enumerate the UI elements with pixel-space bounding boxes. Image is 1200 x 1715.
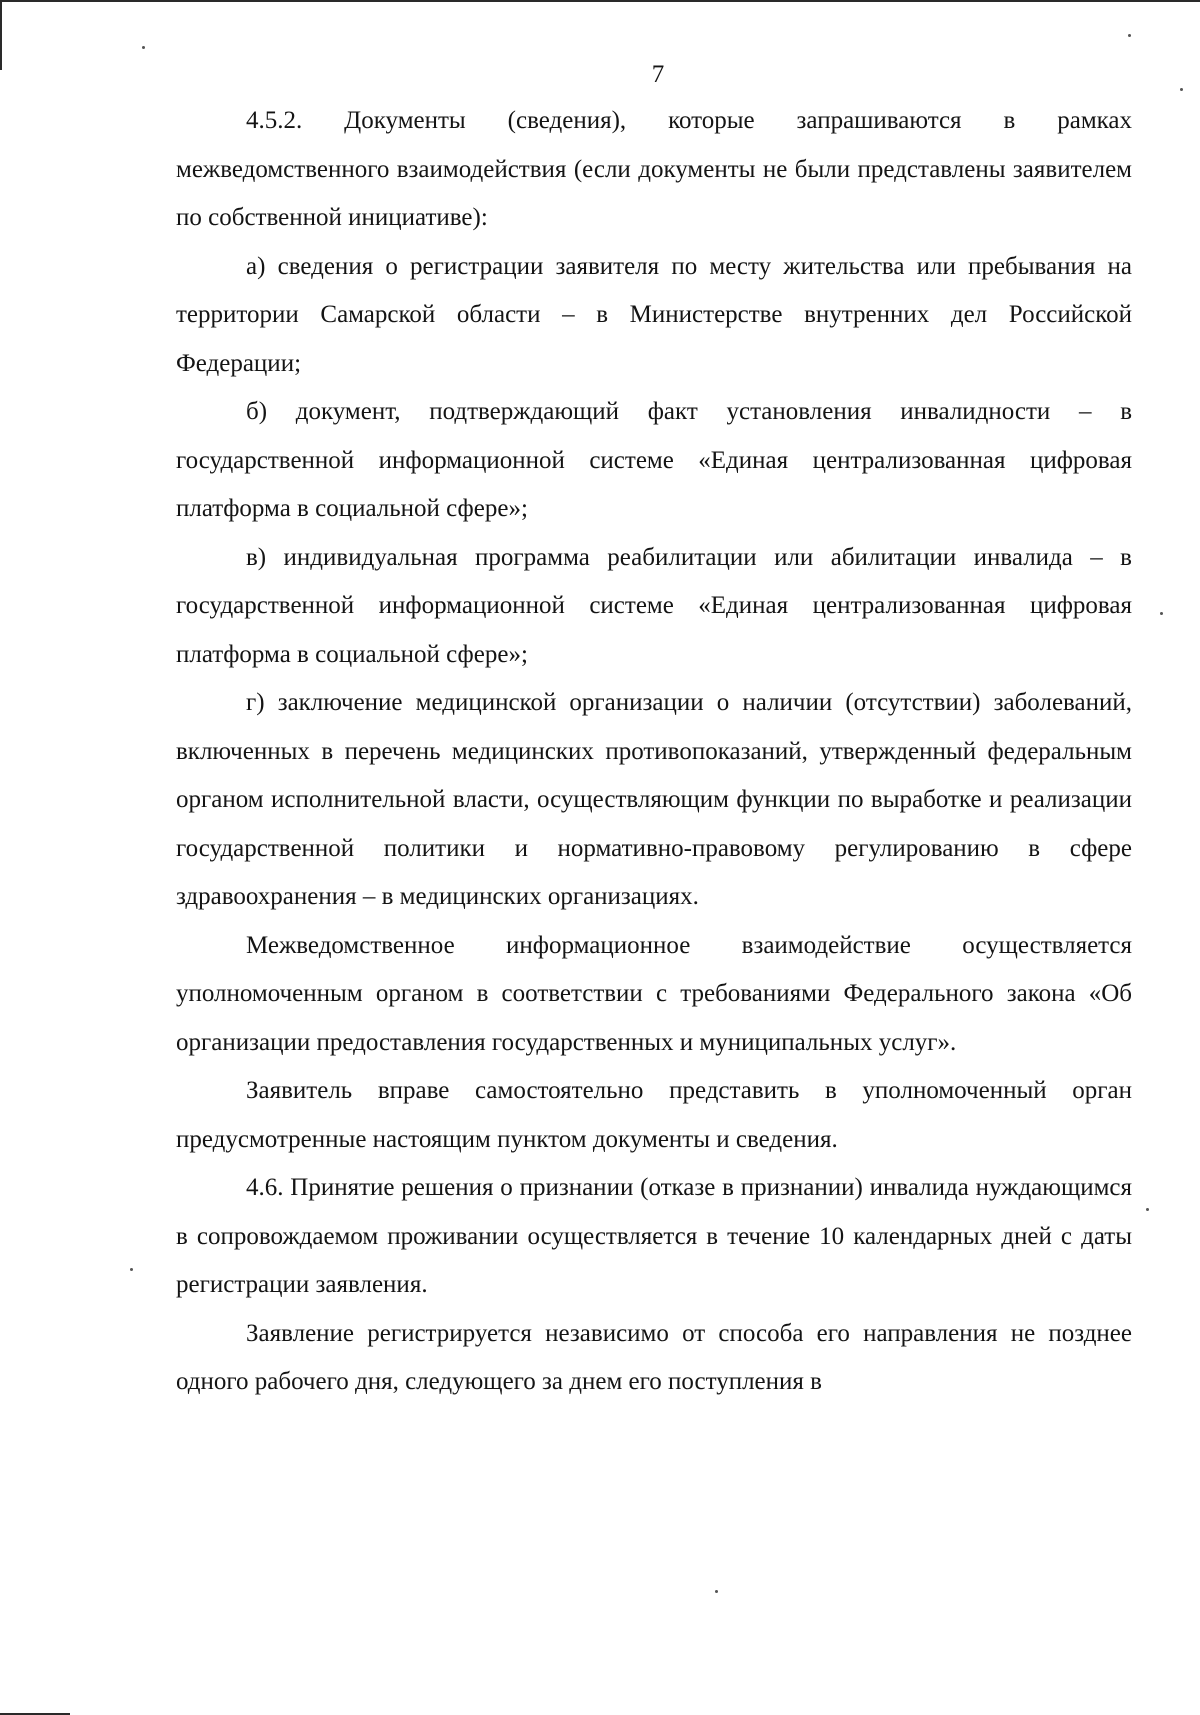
scan-speck bbox=[715, 1590, 718, 1593]
list-item-v: в) индивидуальная программа реабилитации или абилитации инвалида – в государственной информационной системе «Единая централизованная цифровая платформа в социальной сфере»; bbox=[176, 543, 1132, 668]
paragraph-applicant-right: Заявитель вправе самостоятельно представить в уполномоченный орган предусмотренные настоящим пунктом документы и сведения. bbox=[176, 1077, 1132, 1153]
scan-speck bbox=[1146, 1208, 1149, 1211]
scan-speck bbox=[142, 46, 145, 49]
page-number: 7 bbox=[651, 61, 665, 88]
list-item-g: г) заключение медицинской организации о наличии (отсутствии) заболеваний, включенных в перечень медицинских противопоказаний, утвержденный федеральным органом исполнительной власти, осуществляющим функции по выработке и реализации государственной политики и нормативно-правовому регулированию в сфере здравоохранения – в медицинских организациях. bbox=[176, 689, 1132, 910]
list-item-a: а) сведения о регистрации заявителя по месту жительства или пребывания на территории Самарской области – в Министерстве внутренних дел Российской Федерации; bbox=[176, 252, 1132, 377]
scan-speck bbox=[1160, 612, 1163, 615]
document-page bbox=[176, 55, 1132, 1407]
scan-edge-left bbox=[0, 0, 2, 70]
scan-speck bbox=[130, 1268, 133, 1271]
paragraph-interagency: Межведомственное информационное взаимодействие осуществляется уполномоченным органом в соответствии с требованиями Федерального закона «Об организации предоставления государственных и муниципальных услуг». bbox=[176, 931, 1132, 1056]
paragraph-4-5-2: 4.5.2. Документы (сведения), которые запрашиваются в рамках межведомственного взаимодействия (если документы не были представлены заявителем по собственной инициативе): bbox=[176, 107, 1132, 231]
scan-edge-top bbox=[0, 0, 1200, 2]
list-item-b: б) документ, подтверждающий факт установления инвалидности – в государственной информационной системе «Единая централизованная цифровая платформа в социальной сфере»; bbox=[176, 398, 1132, 522]
paragraph-registration: Заявление регистрируется независимо от способа его направления не позднее одного рабочего дня, следующего за днем его поступления в bbox=[176, 1319, 1132, 1395]
paragraph-4-6: 4.6. Принятие решения о признании (отказе в признании) инвалида нуждающимся в сопровождаемом проживании осуществляется в течение 10 календарных дней с даты регистрации заявления. bbox=[176, 1174, 1132, 1298]
scan-speck bbox=[1128, 34, 1131, 37]
scan-speck bbox=[1180, 88, 1183, 91]
